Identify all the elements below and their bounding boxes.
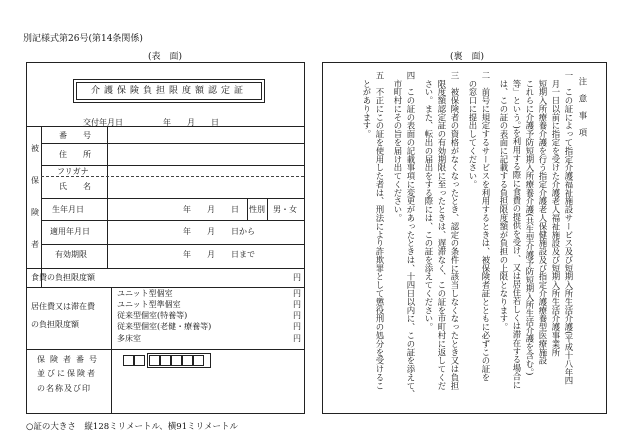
name-label: 氏 名 <box>59 182 91 191</box>
applied-label: 適用年月日 <box>50 227 90 236</box>
front-card <box>26 62 305 414</box>
back-heading: (裏 面) <box>450 52 485 62</box>
note-line-7: 二 前号に規定するサービスを利用するときは、被保険者証とともに必ずこの証を <box>481 71 491 382</box>
note-line-5: 等」という。)を利用する際に食費の提供を受け、又は居住若しくは滞在する場合に <box>512 71 522 389</box>
insured-v4: 者 <box>31 240 39 249</box>
note-line-11: さい。また、転出の届出をする際には、この証を添えてください。 <box>424 71 434 332</box>
expiry-label: 有効期限 <box>55 250 87 259</box>
note-line-8: の窓口に提出してください。 <box>468 71 478 189</box>
residence-item-3: 従来型個室(特養等) <box>117 311 188 320</box>
insured-v3: 険 <box>31 208 39 217</box>
note-line-3: 短期入所療養介護を行う指定介護老人保健施設及び指定介護療養型医療施設 <box>538 71 548 365</box>
card-title: 介護保険負担限度額認定証 <box>76 82 262 100</box>
expiry-value: 年 月 日まで <box>183 250 255 259</box>
sex-label: 性別 <box>249 205 265 214</box>
birth-label: 生年月日 <box>52 205 84 214</box>
note-line-12: 四 この証の表面の記載事項に変更があったときは、十四日以内に、この証を添えて、 <box>406 71 416 399</box>
note-line-10: 限度額認定証の有効期限に至ったときは、遅滞なく、この証を市町村に返してくだ <box>437 71 447 390</box>
sex-value: 男・女 <box>273 205 297 214</box>
birth-value: 年 月 日 <box>183 205 239 214</box>
note-line-15: とがあります。 <box>362 71 372 139</box>
card-size-note: ○証の大きさ 縦128ミリメートル、横91ミリメートル <box>26 422 238 432</box>
form-id: 別記様式第26号(第14条関係) <box>23 34 143 44</box>
residence-yen-5: 円 <box>293 334 301 343</box>
note-line-13: 市町村にその旨を届け出てください。 <box>393 71 403 223</box>
food-label: 食費の負担限度額 <box>31 273 95 282</box>
insured-v2: 保 <box>31 176 39 185</box>
residence-item-5: 多床室 <box>117 334 141 343</box>
furigana-label: フリガナ <box>57 167 89 176</box>
residence-label-2: の負担限度額 <box>31 320 79 329</box>
note-title: 注 意 事 項 <box>578 77 588 140</box>
insurer-label-1: 保険者番号 <box>37 355 102 364</box>
front-heading: (表 面) <box>148 52 183 62</box>
card-title-frame <box>73 79 265 103</box>
residence-yen-3: 円 <box>293 311 301 320</box>
residence-label-1: 居住費又は滞在費 <box>31 302 95 311</box>
applied-value: 年 月 日から <box>183 227 255 236</box>
address-label: 住 所 <box>59 150 91 159</box>
note-line-2: 月一日以前に指定を受けた介護老人福祉施設及び短期入所生活介護事業所 <box>551 71 561 357</box>
residence-yen-2: 円 <box>293 300 301 309</box>
insurer-label-2: 並びに保険者 <box>37 369 97 378</box>
note-line-14: 五 不正にこの証を使用した者は、刑法により詐欺罪として懲役刑の処分を受けるこ <box>375 71 385 390</box>
residence-yen-4: 円 <box>293 322 301 331</box>
note-line-9: 三 被保険者の資格がなくなったとき、認定の条件に該当しなくなったとき又は負担 <box>450 71 460 390</box>
residence-item-2: ユニット型準個室 <box>117 300 181 309</box>
insured-v1: 被 <box>31 144 39 153</box>
residence-item-4: 従来型個室(老健・療養等) <box>117 322 212 331</box>
note-line-1: 一 この証によって指定介護福祉施設サービス及び短期入所生活介護(平成十八年四 <box>564 71 574 385</box>
note-line-4: これらに介護予防短期入所療養介護(共生型介護予防短期入所生活介護を含む。) <box>525 71 535 376</box>
issue-date: 交付年月日 年 月 日 <box>83 118 219 127</box>
insurer-label-3: の名称及び印 <box>37 384 91 393</box>
back-card <box>322 62 607 414</box>
number-label: 番 号 <box>59 131 91 140</box>
note-line-6: は、この証の表面に記載する負担限度額が負担の上限となります。 <box>499 71 509 332</box>
residence-item-1: ユニット型個室 <box>117 289 173 298</box>
food-yen: 円 <box>293 273 301 282</box>
residence-yen-1: 円 <box>293 289 301 298</box>
